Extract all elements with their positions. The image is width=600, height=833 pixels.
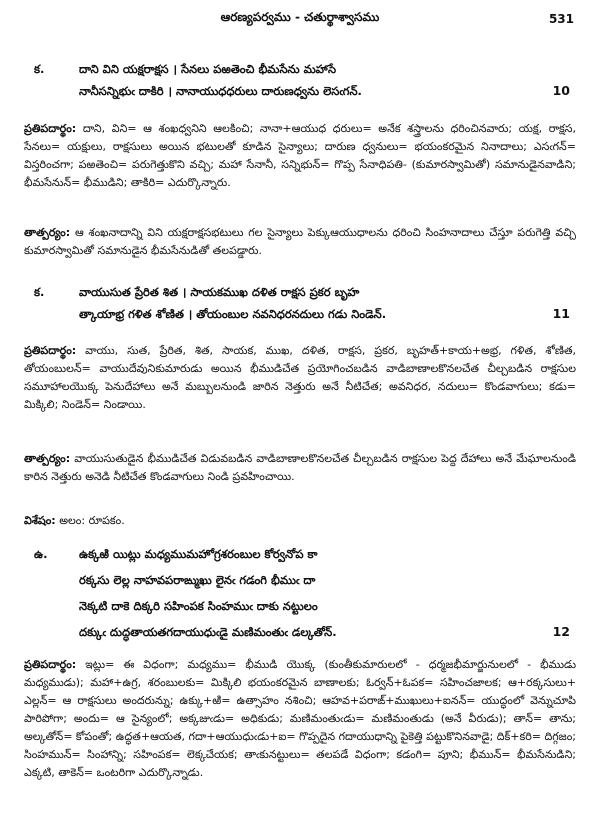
verse-line-text: వాయుసుత ప్రేరిత శిత । సాయకముఖ దళిత రాక్షస ప్రకర బృహ: [79, 285, 360, 299]
verse-line: [24, 283, 576, 305]
pratipadartham-text: ఇట్లు= ఈ విధంగా; మధ్యము= భీముడి యొక్క (కుంతీకుమారులలో - ధర్మజభీమార్జునులలో - భీముడు మధ్యముడు); మహా+ఉగ్ర, శరంబులకు= మిక్కిలి భయంకరమైన బాణాలకు; ఓర్వన్+ఓపక= సహించజాలక; ఆ+రక్కసులు+ ఎల్లన్= ఆ రాక్షసులు అందరున్ను; ఉక్కు+ఱి= ఉత్సాహం నశించి; ఆహవ+పరాఙ్+ముఖులు+ఐనన్= యుద్ధంలో వెన్నుచూపి పారిపోగా; అందు= ఆ సైన్యంలో; అక్కజుఁడు= అధికుడు; మణిమంతుఁడు= మణిమంతుడు (అనే వీరుడు); తాన్= తాను; అల్కతోన్= కోపంతో; ఉద్ధత+ఆయత, గదా+ఆయుధుఁడు+ఐ= గొప్పదైన గదాయుధాన్ని పైకెత్తి పట్టుకొనినవాడై; దిక్+కరి= దిగ్గజం; సింహమున్= సింహాన్ని; సహింపక= లెక్కచేయక; తాఁకునట్టులు= తలపడే విధంగా; కడంగి= పూని; భీమున్= భీమసేనుడిని; ఎక్కటి, తాకెన్= ఒంటరిగా ఎదుర్కొన్నాడు.: [24, 658, 576, 779]
verse-line-text: నెక్కటి దాకె దిక్కరి సహింపక సింహముఁ దాకు నట్టులం: [79, 599, 318, 613]
verse-line: [24, 60, 576, 82]
verse-line: [24, 623, 576, 649]
pratipadartham-11: [24, 342, 576, 414]
meter-label: క.: [34, 62, 45, 76]
pratipadartham-label: ప్రతిపదార్థం:: [24, 122, 77, 135]
verse-line-text: దాని విని యక్షరాక్షస । సేనలు పఱతెంచి భీమసేను మహాసే: [79, 62, 337, 76]
visesham-label: విశేషం:: [24, 514, 56, 527]
visesham-11: [24, 512, 576, 530]
verse-line: [24, 571, 576, 597]
pratipadartham-10: [24, 120, 576, 192]
verse-line: [24, 305, 576, 327]
verse-line-text: నానీసన్నిభుఁ దాకిరి । నానాయుధధరులు దారుణధ్వను లెసఁగన్.: [79, 84, 362, 98]
meter-label: ఉ.: [34, 547, 48, 561]
visesham-text: అలం: రూపకం.: [59, 514, 125, 527]
verse-line-text: ఉక్కఱి యిట్లు మధ్యముమహోగ్రశరంబుల కోర్వనోప కా: [79, 547, 318, 561]
tatparyam-11: [24, 450, 576, 486]
pratipadartham-text: వాయు, సుత, ప్రేరిత, శిత, సాయక, ముఖ, దళిత, రాక్షస, ప్రకర, బృహత్+కాయ+అభ్ర, గళిత, శోణిత, తోయంబులన్= వాయుదేవునికుమారుడు అయిన భీముడిచేత ప్రయోగించబడిన వాడిబాణాలకొనలచేత చీల్చబడిన రాక్షసుల సమూహాలయొక్క పెనుదేహాలు అనే మబ్బులనుండి జారిన నెత్తురు అనే నీటిచేత; అవనిధర, నదులు= కొండవాగులు; కడు= మిక్కిలి; నిండెన్= నిండాయి.: [24, 344, 576, 411]
pratipadartham-text: దాని, విని= ఆ శంఖధ్వనిని ఆలకించి; నానా+ఆయుధ ధరులు= అనేక శస్త్రాలను ధరించినవారు; యక్ష, రాక్షస, సేనలు= యక్షులు, రాక్షసులు అయిన భటులతో కూడిన సైన్యాలు; దారుణ ధ్వనులు= భయంకరమైన నినాదాలు; ఎసఁగన్= విస్తరించగా; పఱతెంచి= పరుగెత్తుకొని వచ్చి; మహా సేనానీ, సన్నిభున్= గొప్ప సేనాధిపతి- (కుమారస్వామితో) సమానుడైనవాడిని; భీమసేనున్= భీముడిని; తాకిరి= ఎదుర్కొన్నారు.: [24, 122, 576, 189]
tatparyam-text: వాయుసుతుడైన భీముడిచేత విడువబడిన వాడిబాణాలకొనలచేత చీల్చబడిన రాక్షసుల పెద్ద దేహాలు అనే మేఘాలనుండి కారిన నెత్తురు అనెడి నీటిచేత కొండవాగులు నిండి ప్రవహించాయి.: [24, 452, 576, 483]
tatparyam-10: [24, 224, 576, 260]
verse-10: [24, 60, 576, 104]
verse-number: 10: [552, 83, 570, 98]
meter-label: క.: [34, 285, 45, 299]
tatparyam-text: ఆ శంఖనాదాన్ని విని యక్షరాక్షసభటులు గల సైన్యాలు పెక్కుఆయుధాలను ధరించి సింహనాదాలు చేస్తూ పరుగెత్తి వచ్చి కుమారస్వామితో సమానుడైన భీమసేనుడితో తలపడ్డారు.: [24, 226, 576, 257]
page-header: [0, 8, 600, 30]
verse-number: 12: [552, 624, 570, 639]
page-number: 531: [548, 12, 574, 26]
verse-line: [24, 82, 576, 104]
running-title: ఆరణ్యపర్వము - చతుర్థాశ్వాసము: [220, 10, 380, 24]
verse-line-text: త్కాయాభ్ర గళిత శోణిత । తోయంబుల నవనిధరనదులు గడు నిండెన్.: [79, 307, 387, 321]
verse-number: 11: [552, 306, 570, 321]
verse-line-text: రక్కసు లెల్ల నాహవపరాఙ్ముఖు లైనఁ గడంగి భీముఁ దా: [79, 573, 316, 587]
tatparyam-label: తాత్పర్యం:: [24, 226, 71, 239]
pratipadartham-label: ప్రతిపదార్థం:: [24, 344, 77, 357]
pratipadartham-12: [24, 656, 576, 782]
pratipadartham-label: ప్రతిపదార్థం:: [24, 658, 77, 671]
verse-line-text: దక్కుఁ దుద్ధతాయతగదాయుధుఁడై మణిమంతుఁ డల్కతోన్.: [79, 625, 337, 639]
verse-11: [24, 283, 576, 327]
verse-12: [24, 545, 576, 649]
tatparyam-label: తాత్పర్యం:: [24, 452, 71, 465]
verse-line: [24, 597, 576, 623]
verse-line: [24, 545, 576, 571]
